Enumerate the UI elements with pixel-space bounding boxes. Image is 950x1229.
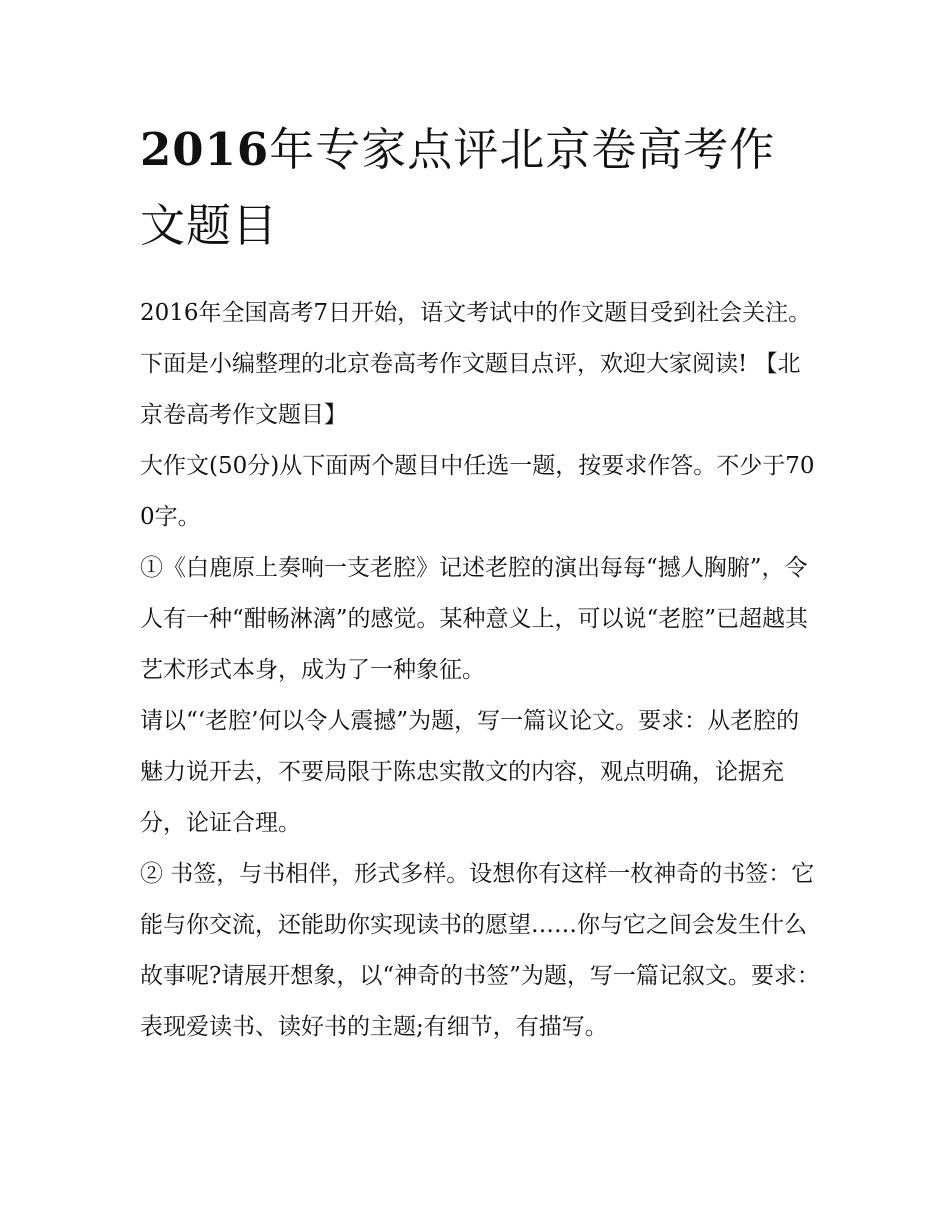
document-title [140,112,820,264]
option-2-paragraph: ② 书签，与书相伴，形式多样。设想你有这样一枚神奇的书签：它能与你交流，还能助你实现读书的愿望……你与它之间会发生什么故事呢?请展开想象，以“神奇的书签”为题，写一篇记叙文。要求：表现爱读书、读好书的主题;有细节，有描写。 [140,861,820,1040]
title-text: 年专家点评北京卷高考作文题目 [140,123,776,252]
title-year: 2016 [140,123,270,176]
document-body [140,288,820,1053]
task-paragraph: 大作文(50分)从下面两个题目中任选一题，按要求作答。不少于700字。 [140,453,815,530]
option-1-requirement-paragraph: 请以“‘老腔’何以令人震撼”为题，写一篇议论文。要求：从老腔的魅力说开去，不要局限于陈忠实散文的内容，观点明确，论据充分，论证合理。 [140,708,800,836]
option-1-paragraph: ①《白鹿原上奏响一支老腔》记述老腔的演出每每“撼人胸腑”，令人有一种“酣畅淋漓”的感觉。某种意义上，可以说“老腔”已超越其艺术形式本身，成为了一种象征。 [140,555,809,683]
document-page [140,112,820,1053]
intro-paragraph: 2016年全国高考7日开始，语文考试中的作文题目受到社会关注。下面是小编整理的北京卷高考作文题目点评，欢迎大家阅读! 【北京卷高考作文题目】 [140,300,812,428]
